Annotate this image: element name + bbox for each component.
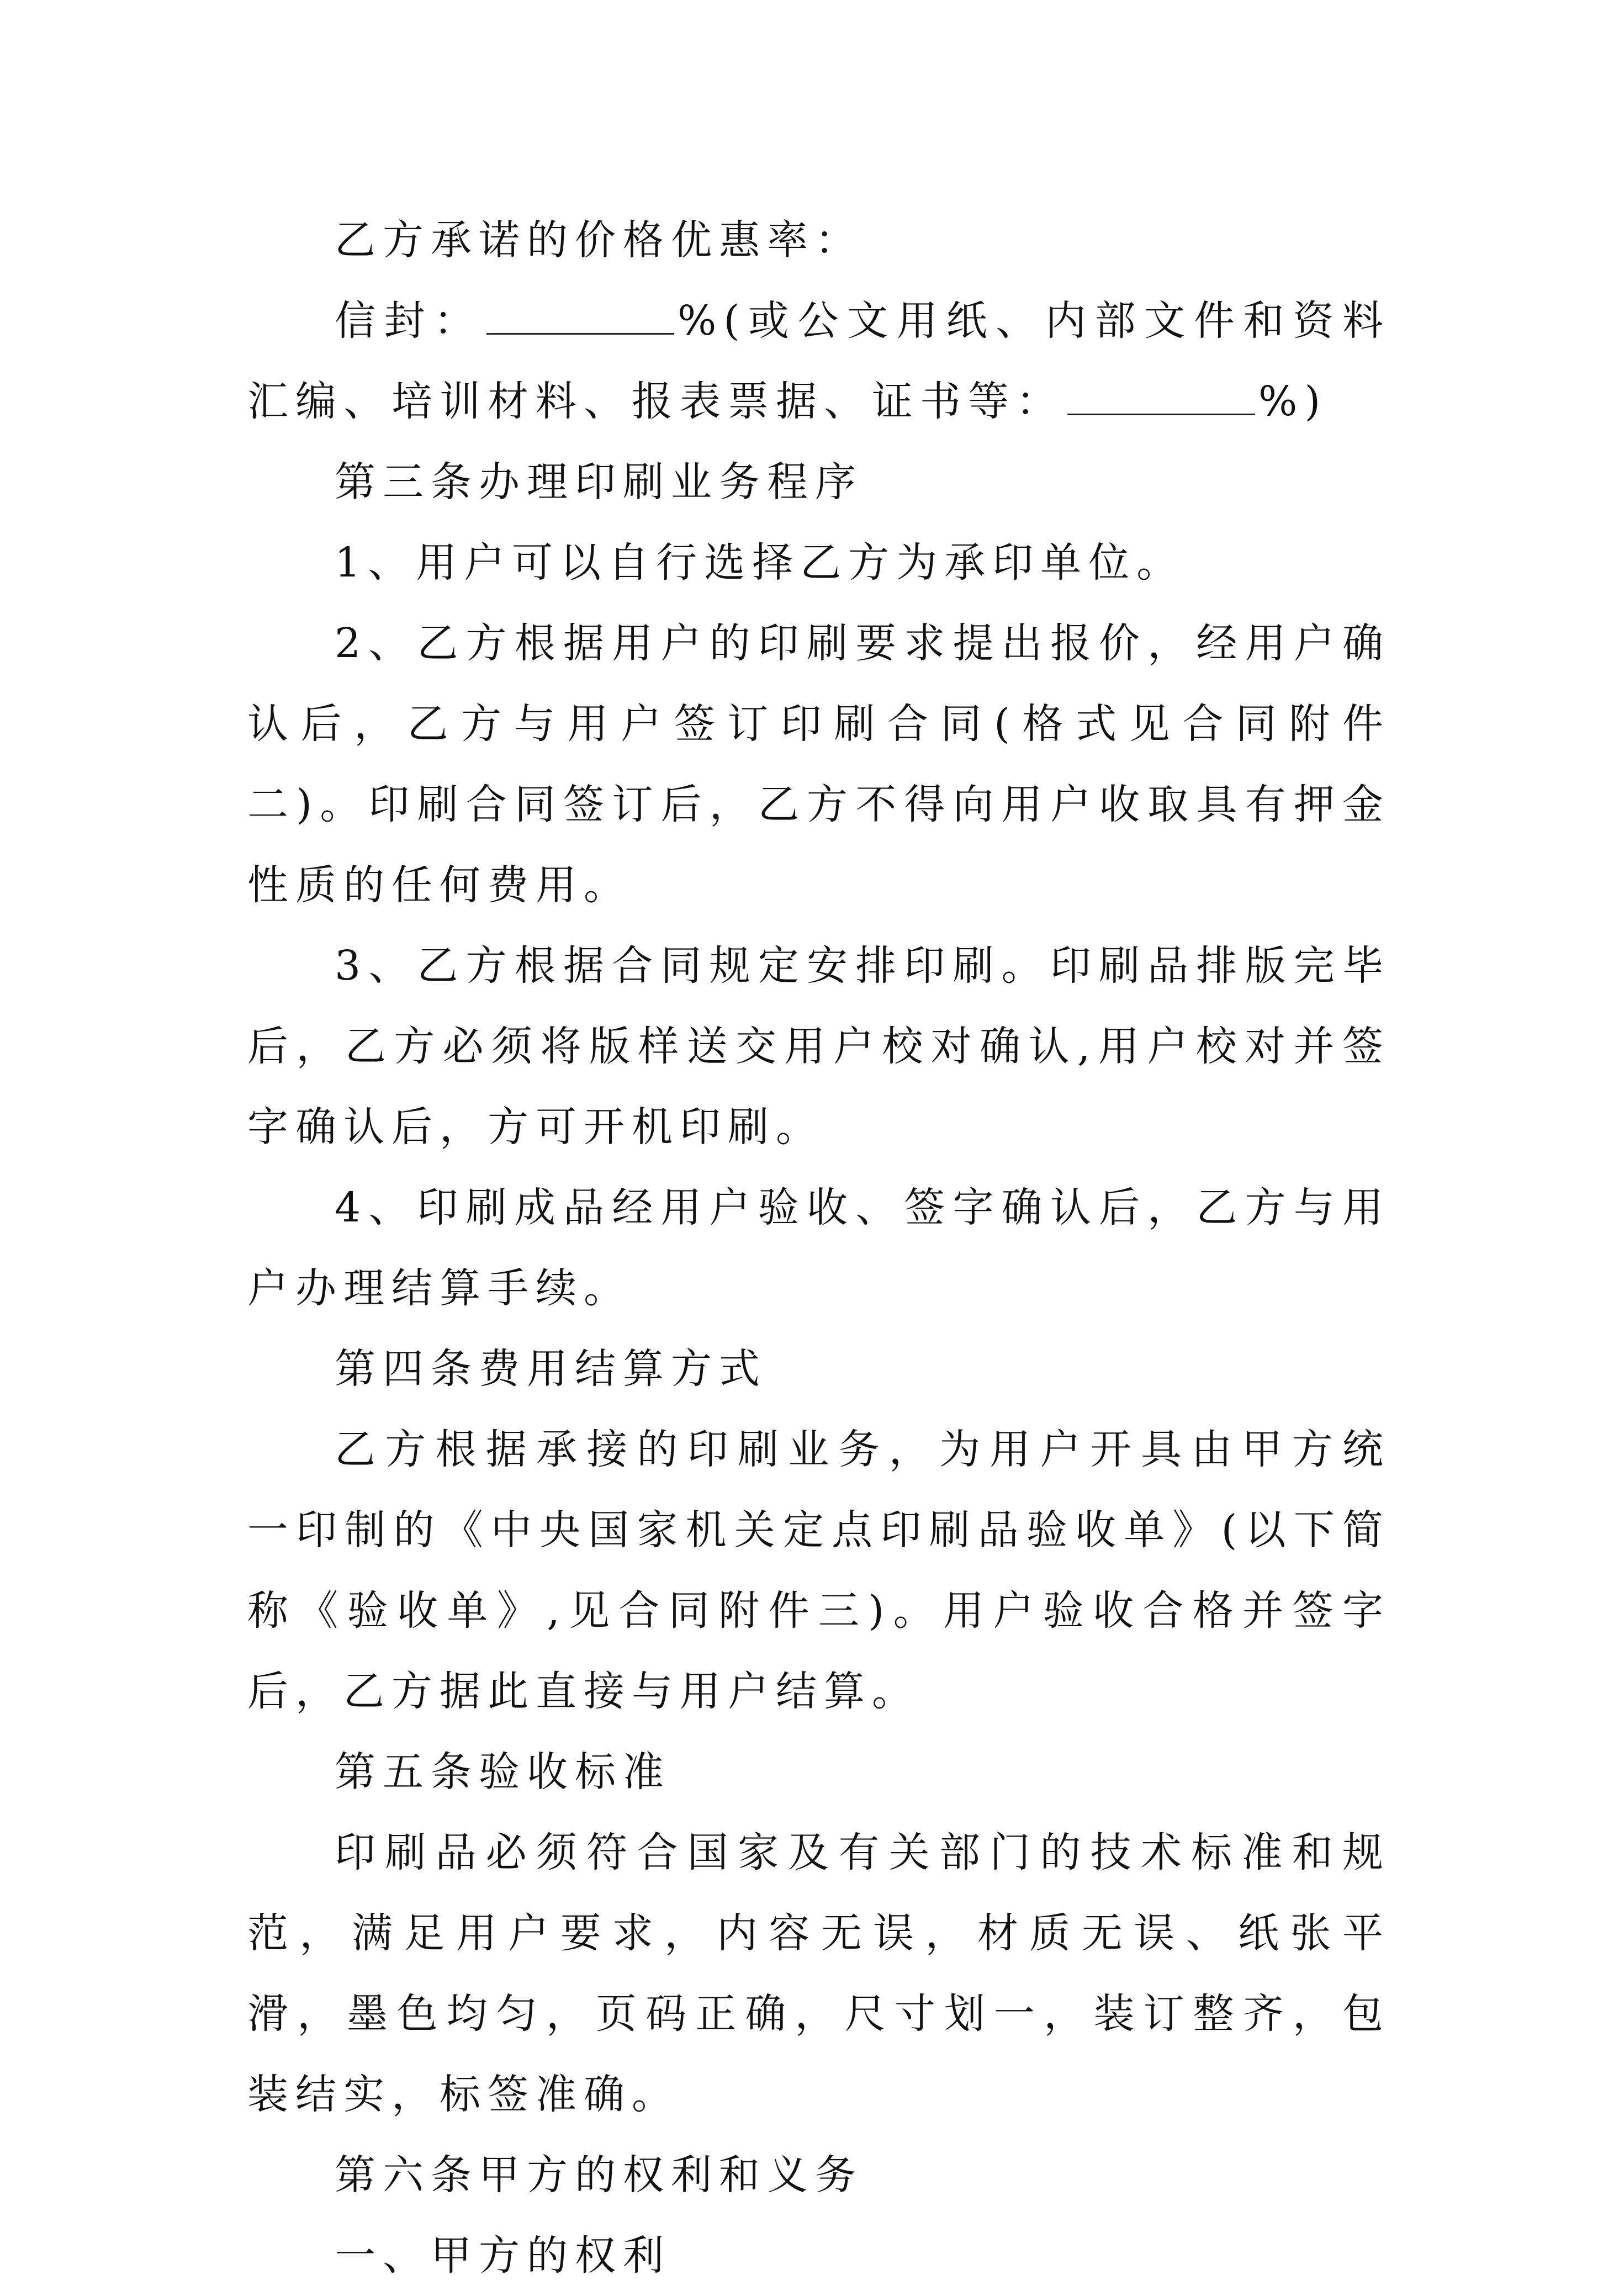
paragraph-price-discount-intro: 乙方承诺的价格优惠率： bbox=[335, 216, 863, 264]
article-4-heading: 第四条费用结算方式 bbox=[335, 1345, 767, 1393]
other-materials-rate-blank bbox=[1067, 378, 1255, 415]
article-3-heading: 第三条办理印刷业务程序 bbox=[335, 458, 863, 506]
article-3-item-4: 4、印刷成品经用户验收、签字确认后，乙方与用户办理结算手续。 bbox=[247, 1184, 1390, 1312]
closing-percent: %) bbox=[1258, 378, 1328, 425]
article-6-section-1-heading: 一、甲方的权利 bbox=[335, 2232, 671, 2279]
article-6-heading: 第六条甲方的权利和义务 bbox=[335, 2151, 863, 2199]
document-body bbox=[247, 200, 1390, 2296]
article-3-item-3: 3、乙方根据合同规定安排印刷。印刷品排版完毕后，乙方必须将版样送交用户校对确认,用户校对并签字确认后，方可开机印刷。 bbox=[247, 942, 1390, 1151]
other-materials-label: %(或公文用纸、内部文件和资料汇编、培训材料、报表票据、证书等： bbox=[247, 297, 1390, 425]
paragraph-discount-rates bbox=[247, 281, 1390, 442]
envelope-rate-blank bbox=[486, 298, 674, 335]
article-4-body: 乙方根据承接的印刷业务，为用户开具由甲方统一印制的《中央国家机关定点印刷品验收单》(以下简称《验收单》,见合同附件三)。用户验收合格并签字后，乙方据此直接与用户结算。 bbox=[247, 1426, 1390, 1715]
article-5-body: 印刷品必须符合国家及有关部门的技术标准和规范，满足用户要求，内容无误，材质无误、纸张平滑，墨色均匀，页码正确，尺寸划一，装订整齐，包装结实，标签准确。 bbox=[247, 1829, 1390, 2118]
envelope-label: 信封： bbox=[335, 297, 484, 345]
article-3-item-1: 1、用户可以自行选择乙方为承印单位。 bbox=[335, 539, 1185, 586]
article-3-item-2: 2、乙方根据用户的印刷要求提出报价，经用户确认后，乙方与用户签订印刷合同(格式见合同附件二)。印刷合同签订后，乙方不得向用户收取具有押金性质的任何费用。 bbox=[247, 620, 1390, 909]
article-5-heading: 第五条验收标准 bbox=[335, 1748, 671, 1796]
